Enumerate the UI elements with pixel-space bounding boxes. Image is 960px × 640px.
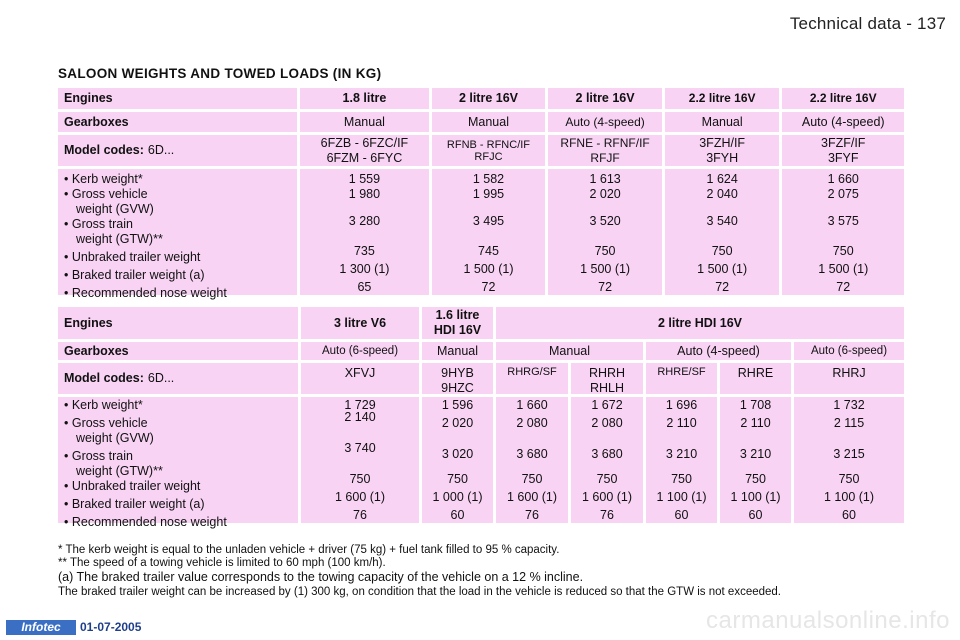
t2-model-codes-prefix: 6D... <box>147 371 175 385</box>
t2-gtw-label-2: weight (GTW)** <box>76 464 163 478</box>
engines-row <box>58 88 904 109</box>
t2-engines-row <box>58 307 904 339</box>
t1-model-3-b: RFJF <box>590 150 620 165</box>
model-codes-label <box>58 135 297 166</box>
t1-engine-4: 2.2 litre 16V <box>665 88 780 109</box>
t2-model-4-a: RHRH <box>588 366 626 380</box>
t2-gvw-label-1: • Gross vehicle <box>64 416 148 430</box>
t2-nose-5: 60 <box>674 508 689 522</box>
t2-model-1-a: XFVJ <box>344 366 376 380</box>
t2-engine-hdi16-b: HDI 16V <box>433 323 482 337</box>
t1-model-3 <box>548 135 662 166</box>
t1-gvw-2: 1 995 <box>472 187 505 201</box>
gearboxes-row <box>58 112 904 132</box>
t2-unbraked-5: 750 <box>671 472 692 486</box>
t2-gearbox-hdi20-auto4: Auto (4-speed) <box>646 342 791 360</box>
t1-unbraked-1: 735 <box>353 244 375 258</box>
t2-model-4 <box>571 363 643 394</box>
t1-nose-4: 72 <box>715 280 730 294</box>
t1-gvw-5: 2 075 <box>827 187 859 201</box>
t1-model-1 <box>300 135 429 166</box>
t2-gearbox-hdi16: Manual <box>422 342 493 360</box>
model-codes-prefix: 6D... <box>147 143 175 157</box>
t2-braked-2: 1 000 (1) <box>432 490 483 504</box>
t1-braked-1: 1 300 (1) <box>339 262 390 276</box>
t1-model-4-a: 3FZH/IF <box>699 135 746 150</box>
t2-unbraked-6: 750 <box>745 472 766 486</box>
t2-gtw-4: 3 680 <box>591 447 623 462</box>
t1-nose-5: 72 <box>836 280 851 294</box>
gtw-label-2: weight (GTW)** <box>76 232 163 246</box>
section-title: SALOON WEIGHTS AND TOWED LOADS (IN KG) <box>58 66 382 81</box>
t1-gvw-3: 2 020 <box>589 187 621 201</box>
t2-model-2-b: 9HZC <box>441 381 474 395</box>
t2-gearboxes-row <box>58 342 904 360</box>
t1-specs-row <box>58 169 904 300</box>
t2-values-col-2 <box>422 397 493 523</box>
gearboxes-label: Gearboxes <box>58 112 297 132</box>
t1-values-col-2 <box>432 169 546 295</box>
t1-engine-1: 1.8 litre <box>300 88 429 109</box>
t2-nose-2: 60 <box>450 508 465 522</box>
t1-gtw-2: 3 495 <box>472 214 505 228</box>
note-braked-increase: The braked trailer weight can be increased by (1) 300 kg, on condition that the load in the vehicle is reduced so that the GTW is not exceeded. <box>58 586 782 598</box>
t1-model-5-a: 3FZF/IF <box>821 135 866 150</box>
t1-nose-2: 72 <box>481 280 496 294</box>
t2-gvw-1: 2 140 <box>344 410 376 424</box>
t2-nose-6: 60 <box>748 508 763 522</box>
t1-gtw-3: 3 520 <box>589 214 621 228</box>
t2-braked-4: 1 600 (1) <box>581 490 633 504</box>
t1-kerb-1: 1 559 <box>348 172 381 186</box>
t2-values-col-3 <box>496 397 568 523</box>
t2-model-2 <box>422 363 493 394</box>
t2-model-1 <box>301 363 419 394</box>
t1-braked-4: 1 500 (1) <box>697 262 748 276</box>
t2-engine-hdi16-a: 1.6 litre <box>435 308 480 322</box>
engines-label: Engines <box>58 88 297 109</box>
t1-gearbox-4: Manual <box>665 112 780 132</box>
gvw-label-1: • Gross vehicle <box>64 187 148 201</box>
t2-engines-label: Engines <box>58 307 298 339</box>
t2-gearbox-hdi20-auto6: Auto (6-speed) <box>794 342 904 360</box>
t2-unbraked-label: • Unbraked trailer weight <box>64 479 201 493</box>
t1-unbraked-4: 750 <box>711 244 733 258</box>
t1-values-col-3 <box>548 169 662 295</box>
model-codes-row <box>58 135 904 166</box>
t1-model-4-b: 3FYH <box>706 150 739 165</box>
t2-model-codes-row <box>58 363 904 394</box>
t1-braked-3: 1 500 (1) <box>580 262 631 276</box>
t2-spec-labels <box>58 397 298 529</box>
t2-values-col-4 <box>571 397 643 523</box>
t2-braked-label: • Braked trailer weight (a) <box>64 497 205 511</box>
t1-gearbox-2: Manual <box>432 112 546 132</box>
t1-values-col-1 <box>300 169 429 295</box>
t1-model-4 <box>665 135 780 166</box>
t1-kerb-5: 1 660 <box>827 172 859 186</box>
t2-gvw-label-2: weight (GVW) <box>76 431 154 445</box>
t2-braked-3: 1 600 (1) <box>506 490 558 504</box>
t1-unbraked-5: 750 <box>832 244 854 258</box>
t2-braked-6: 1 100 (1) <box>730 490 781 504</box>
unbraked-label: • Unbraked trailer weight <box>64 250 201 264</box>
t2-kerb-label: • Kerb weight* <box>64 398 143 412</box>
kerb-label: • Kerb weight* <box>64 172 143 186</box>
t1-model-1-b: 6FZM - 6FYC <box>326 150 403 165</box>
t2-gvw-2: 2 020 <box>441 416 474 430</box>
t2-gtw-2: 3 020 <box>441 447 474 462</box>
t2-engine-v6: 3 litre V6 <box>301 307 419 339</box>
t1-nose-1: 65 <box>357 280 372 294</box>
t1-model-2-b: RFJC <box>474 150 503 163</box>
t2-model-3 <box>496 363 568 394</box>
t1-engine-5: 2.2 litre 16V <box>782 88 904 109</box>
t2-engine-hdi16 <box>422 307 493 339</box>
t2-model-codes-label <box>58 363 298 394</box>
t2-braked-5: 1 100 (1) <box>656 490 707 504</box>
t1-kerb-2: 1 582 <box>472 172 505 186</box>
t2-unbraked-4: 750 <box>596 472 618 486</box>
t1-gtw-4: 3 540 <box>706 214 738 228</box>
t1-gtw-1: 3 280 <box>348 214 381 228</box>
t2-gearbox-hdi20-manual: Manual <box>496 342 643 360</box>
t2-nose-label: • Recommended nose weight <box>64 515 227 529</box>
t2-gearboxes-label: Gearboxes <box>58 342 298 360</box>
t2-kerb-6: 1 708 <box>739 398 772 412</box>
t1-nose-3: 72 <box>598 280 613 294</box>
page-header: Technical data - 137 <box>789 14 946 33</box>
t2-model-codes-title: Model codes: <box>64 371 144 385</box>
t1-gtw-5: 3 575 <box>827 214 859 228</box>
footnote-speed: ** The speed of a towing vehicle is limited to 60 mph (100 km/h). <box>58 557 386 569</box>
braked-label: • Braked trailer weight (a) <box>64 268 205 282</box>
t2-gtw-3: 3 680 <box>516 447 548 462</box>
t2-nose-1: 76 <box>353 508 367 522</box>
t1-kerb-3: 1 613 <box>589 172 621 186</box>
t2-nose-3: 76 <box>525 508 539 522</box>
t1-unbraked-2: 745 <box>478 244 499 258</box>
gvw-label-2: weight (GVW) <box>76 202 154 216</box>
t1-gvw-1: 1 980 <box>348 187 381 201</box>
t1-values-col-4 <box>665 169 780 295</box>
t2-gvw-5: 2 110 <box>666 416 697 430</box>
t2-gtw-6: 3 210 <box>739 447 772 462</box>
t1-gvw-4: 2 040 <box>706 187 738 201</box>
t2-unbraked-1: 750 <box>349 472 371 486</box>
t1-model-5-b: 3FYF <box>827 150 859 165</box>
t1-model-2 <box>432 135 546 166</box>
t1-engine-3: 2 litre 16V <box>548 88 662 109</box>
t2-kerb-1: 1 729 <box>344 398 376 412</box>
t1-braked-5: 1 500 (1) <box>818 262 869 276</box>
t2-braked-7: 1 100 (1) <box>823 490 875 504</box>
t2-gtw-1: 3 740 <box>344 441 376 455</box>
t2-unbraked-7: 750 <box>838 472 860 486</box>
footnote-kerb: * The kerb weight is equal to the unladen vehicle + driver (75 kg) + fuel tank filled to 95 % capacity. <box>58 544 560 556</box>
t2-model-7-a: RHRJ <box>832 366 866 380</box>
t1-braked-2: 1 500 (1) <box>463 262 514 276</box>
watermark: carmanualsonline.info <box>706 607 950 634</box>
t2-values-col-7 <box>794 397 904 523</box>
t2-gvw-7: 2 115 <box>833 416 865 430</box>
t2-model-6 <box>720 363 791 394</box>
model-codes-title: Model codes: <box>64 143 144 157</box>
t2-model-4-b: RHLH <box>589 381 625 395</box>
infotec-logo: Infotec <box>6 620 76 635</box>
t2-values-col-1 <box>301 397 419 523</box>
t2-gvw-6: 2 110 <box>740 416 771 430</box>
t2-unbraked-2: 750 <box>447 472 468 486</box>
weights-table-2 <box>58 307 904 529</box>
t2-values-col-6 <box>720 397 791 523</box>
t1-engine-2: 2 litre 16V <box>432 88 546 109</box>
weights-table-1 <box>58 88 904 298</box>
gtw-label-1: • Gross train <box>64 217 133 231</box>
t1-spec-labels <box>58 169 297 300</box>
t2-model-5-a: RHRE/SF <box>657 366 706 378</box>
footer-date: 01-07-2005 <box>80 620 142 634</box>
t2-gtw-7: 3 215 <box>833 447 865 462</box>
t2-gtw-label-1: • Gross train <box>64 449 133 463</box>
t2-model-2-a: 9HYB <box>441 366 474 380</box>
t2-unbraked-3: 750 <box>521 472 543 486</box>
t2-braked-1: 1 600 (1) <box>334 490 386 504</box>
t2-model-6-a: RHRE <box>737 366 774 380</box>
t1-model-1-a: 6FZB - 6FZC/IF <box>320 135 409 150</box>
t1-model-5 <box>782 135 904 166</box>
t1-model-3-a: RFNE - RFNF/IF <box>560 135 650 150</box>
t2-kerb-3: 1 660 <box>516 398 548 412</box>
t2-engine-hdi20: 2 litre HDI 16V <box>496 307 904 339</box>
t1-gearbox-5: Auto (4-speed) <box>782 112 904 132</box>
t2-kerb-2: 1 596 <box>441 398 474 412</box>
t2-gvw-4: 2 080 <box>591 416 623 430</box>
t1-gearbox-1: Manual <box>300 112 429 132</box>
t2-kerb-7: 1 732 <box>833 398 865 412</box>
t2-gvw-3: 2 080 <box>516 416 548 430</box>
t2-nose-4: 76 <box>600 508 614 522</box>
t1-model-2-a: RFNB - RFNC/IF <box>446 138 531 151</box>
t2-gtw-5: 3 210 <box>665 447 698 462</box>
t2-kerb-5: 1 696 <box>665 398 698 412</box>
nose-label: • Recommended nose weight <box>64 286 227 300</box>
t2-model-3-a: RHRG/SF <box>507 366 557 378</box>
t1-gearbox-3: Auto (4-speed) <box>548 112 662 132</box>
note-braked-incline: (a) The braked trailer value corresponds to the towing capacity of the vehicle on a 12 % incline. <box>58 570 584 584</box>
t1-kerb-4: 1 624 <box>706 172 738 186</box>
t2-model-7 <box>794 363 904 394</box>
t2-values-col-5 <box>646 397 717 523</box>
t1-values-col-5 <box>782 169 904 295</box>
t1-unbraked-3: 750 <box>594 244 616 258</box>
t2-specs-row <box>58 397 904 529</box>
t2-nose-7: 60 <box>842 508 856 522</box>
t2-gearbox-v6: Auto (6-speed) <box>301 342 419 360</box>
t2-kerb-4: 1 672 <box>591 398 623 412</box>
t2-model-5 <box>646 363 717 394</box>
